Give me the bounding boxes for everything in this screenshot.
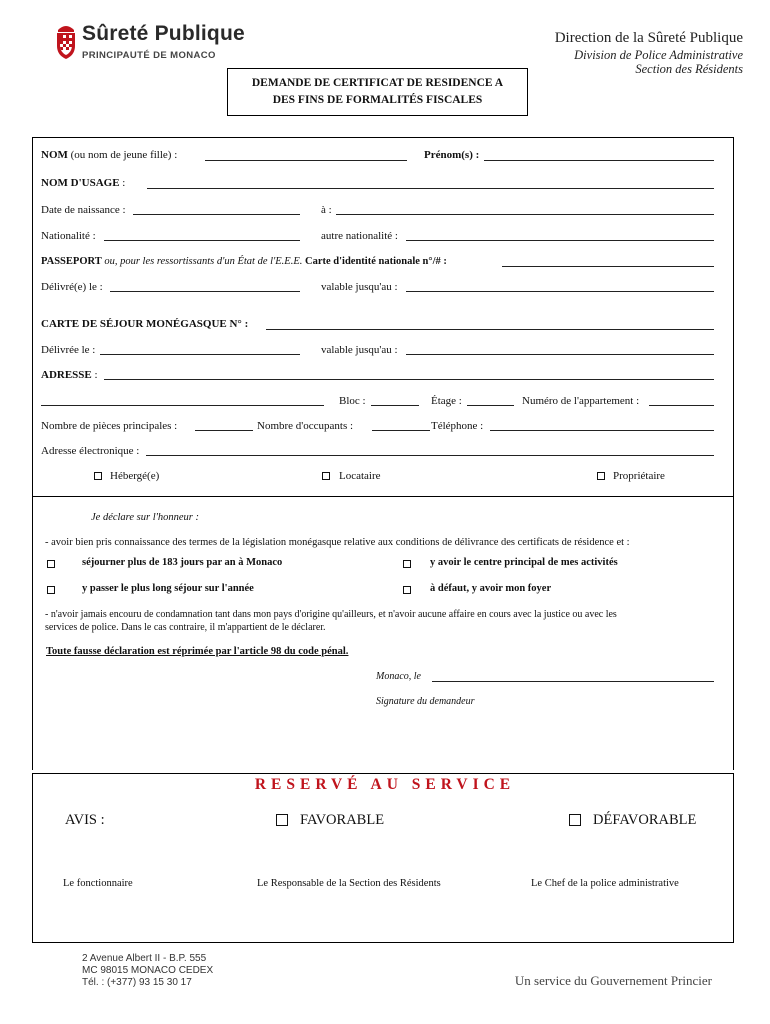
adresse-label: ADRESSE — [41, 369, 92, 381]
email-label: Adresse électronique : — [41, 445, 140, 457]
proprietaire-label: Propriétaire — [613, 470, 665, 482]
brand-title: Sûreté Publique — [82, 22, 245, 45]
bloc-label: Bloc : — [339, 395, 366, 407]
heberge-label: Hébergé(e) — [110, 470, 160, 482]
government-signature: Un service du Gouvernement Princier — [514, 973, 712, 988]
passeport-valable-label: valable jusqu'au : — [321, 281, 398, 293]
numero-appartement-input-line[interactable] — [649, 405, 714, 406]
form-title-box — [227, 68, 528, 116]
footer-phone: Tél. : (+377) 93 15 30 17 — [82, 977, 192, 988]
adresse-colon: : — [91, 369, 98, 381]
form-title-line2: DES FINS DE FORMALITÉS FISCALES — [272, 94, 483, 106]
adresse-input-line[interactable] — [104, 379, 714, 380]
nom-field-label — [41, 149, 177, 161]
fonctionnaire-label: Le fonctionnaire — [63, 878, 133, 889]
passeport-hint: ou, pour les ressortissants d'un État de l'E.E.E. — [101, 256, 306, 267]
prenom-label: Prénom(s) : — [424, 149, 480, 161]
passeport-input-line[interactable] — [502, 266, 714, 267]
responsable-label: Le Responsable de la Section des Résidents — [257, 878, 441, 889]
passeport-valable-input-line[interactable] — [406, 291, 714, 292]
nom-usage-colon: : — [119, 177, 126, 189]
option-centre-activites-label: y avoir le centre principal de mes activités — [430, 557, 618, 568]
nom-usage-field-label — [41, 177, 125, 189]
nom-usage-label: NOM D'USAGE — [41, 177, 120, 189]
option-183-jours-label: séjourner plus de 183 jours par an à Monaco — [82, 557, 283, 568]
carte-identite-label: Carte d'identité nationale n°/# : — [305, 256, 447, 267]
defavorable-checkbox[interactable] — [569, 814, 581, 826]
carte-sejour-input-line[interactable] — [266, 329, 714, 330]
lieu-naissance-input-line[interactable] — [336, 214, 714, 215]
direction-title: Direction de la Sûreté Publique — [554, 30, 743, 46]
favorable-checkbox[interactable] — [276, 814, 288, 826]
division-title: Division de Police Administrative — [574, 48, 743, 62]
favorable-label: FAVORABLE — [300, 812, 385, 828]
section-title: Section des Résidents — [635, 62, 743, 76]
chef-police-label: Le Chef de la police administrative — [531, 878, 679, 889]
date-naissance-label: Date de naissance : — [41, 204, 126, 216]
locataire-checkbox[interactable] — [322, 472, 330, 480]
lieu-naissance-label: à : — [321, 204, 332, 216]
declaration-warning: Toute fausse déclaration est réprimée par l'article 98 du code pénal. — [46, 646, 349, 657]
avis-label: AVIS : — [65, 812, 105, 828]
monaco-crest-logo — [55, 22, 77, 60]
nationalite-label: Nationalité : — [41, 230, 96, 242]
etage-label: Étage : — [431, 395, 462, 407]
carte-delivree-label: Délivrée le : — [41, 344, 96, 356]
passeport-delivre-input-line[interactable] — [110, 291, 300, 292]
monaco-le-label: Monaco, le — [376, 671, 421, 682]
reserved-section — [32, 773, 734, 943]
passeport-field-label — [41, 256, 447, 267]
heberge-checkbox[interactable] — [94, 472, 102, 480]
date-signature-input-line[interactable] — [432, 681, 714, 682]
numero-appartement-label: Numéro de l'appartement : — [522, 395, 640, 407]
declaration-line2a: - n'avoir jamais encouru de condamnation tant dans mon pays d'origine qu'ailleurs, et n'avoir aucune affaire en cours avec la justice ou avec les — [45, 609, 617, 620]
nom-usage-input-line[interactable] — [147, 188, 714, 189]
option-long-sejour-checkbox[interactable] — [47, 586, 55, 594]
bloc-input-line[interactable] — [371, 405, 419, 406]
nom-hint: (ou nom de jeune fille) : — [67, 149, 178, 161]
telephone-label: Téléphone : — [431, 420, 484, 432]
date-naissance-input-line[interactable] — [133, 214, 300, 215]
etage-input-line[interactable] — [467, 405, 514, 406]
option-183-jours-checkbox[interactable] — [47, 560, 55, 568]
signature-label: Signature du demandeur — [376, 696, 475, 707]
carte-delivree-input-line[interactable] — [100, 354, 300, 355]
option-long-sejour-label: y passer le plus long séjour sur l'année — [82, 583, 254, 594]
proprietaire-checkbox[interactable] — [597, 472, 605, 480]
occupants-label: Nombre d'occupants : — [257, 420, 354, 432]
defavorable-label: DÉFAVORABLE — [593, 812, 697, 828]
adresse-field-label — [41, 369, 98, 381]
locataire-label: Locataire — [339, 470, 381, 482]
telephone-input-line[interactable] — [490, 430, 714, 431]
identity-section — [32, 137, 734, 497]
autre-nationalite-label: autre nationalité : — [321, 230, 398, 242]
form-title-line1: DEMANDE DE CERTIFICAT DE RESIDENCE A — [251, 77, 504, 89]
brand-subtitle: PRINCIPAUTÉ DE MONACO — [82, 50, 216, 61]
prenom-input-line[interactable] — [484, 160, 714, 161]
adresse-line2-input-line[interactable] — [41, 405, 324, 406]
nationalite-input-line[interactable] — [104, 240, 300, 241]
carte-valable-input-line[interactable] — [406, 354, 714, 355]
option-centre-activites-checkbox[interactable] — [403, 560, 411, 568]
reserved-title: RESERVÉ AU SERVICE — [254, 776, 516, 793]
passeport-delivre-label: Délivré(e) le : — [41, 281, 103, 293]
declaration-line1: - avoir bien pris connaissance des termes de la législation monégasque relative aux conditions de délivrance des certificats de résidence et : — [45, 537, 630, 548]
nom-input-line[interactable] — [205, 160, 407, 161]
passeport-label: PASSEPORT — [41, 256, 102, 267]
nom-label: NOM — [41, 149, 68, 161]
carte-valable-label: valable jusqu'au : — [321, 344, 398, 356]
pieces-input-line[interactable] — [195, 430, 253, 431]
footer-address-line2: MC 98015 MONACO CEDEX — [82, 965, 214, 976]
footer-address-line1: 2 Avenue Albert II - B.P. 555 — [82, 953, 207, 964]
email-input-line[interactable] — [146, 455, 714, 456]
occupants-input-line[interactable] — [372, 430, 430, 431]
declaration-intro: Je déclare sur l'honneur : — [91, 512, 199, 523]
carte-sejour-label: CARTE DE SÉJOUR MONÉGASQUE N° : — [41, 318, 249, 330]
option-foyer-checkbox[interactable] — [403, 586, 411, 594]
pieces-label: Nombre de pièces principales : — [41, 420, 178, 432]
option-foyer-label: à défaut, y avoir mon foyer — [430, 583, 552, 594]
declaration-line2b: services de police. Dans le cas contraire, il m'appartient de le déclarer. — [45, 622, 326, 633]
autre-nationalite-input-line[interactable] — [406, 240, 714, 241]
